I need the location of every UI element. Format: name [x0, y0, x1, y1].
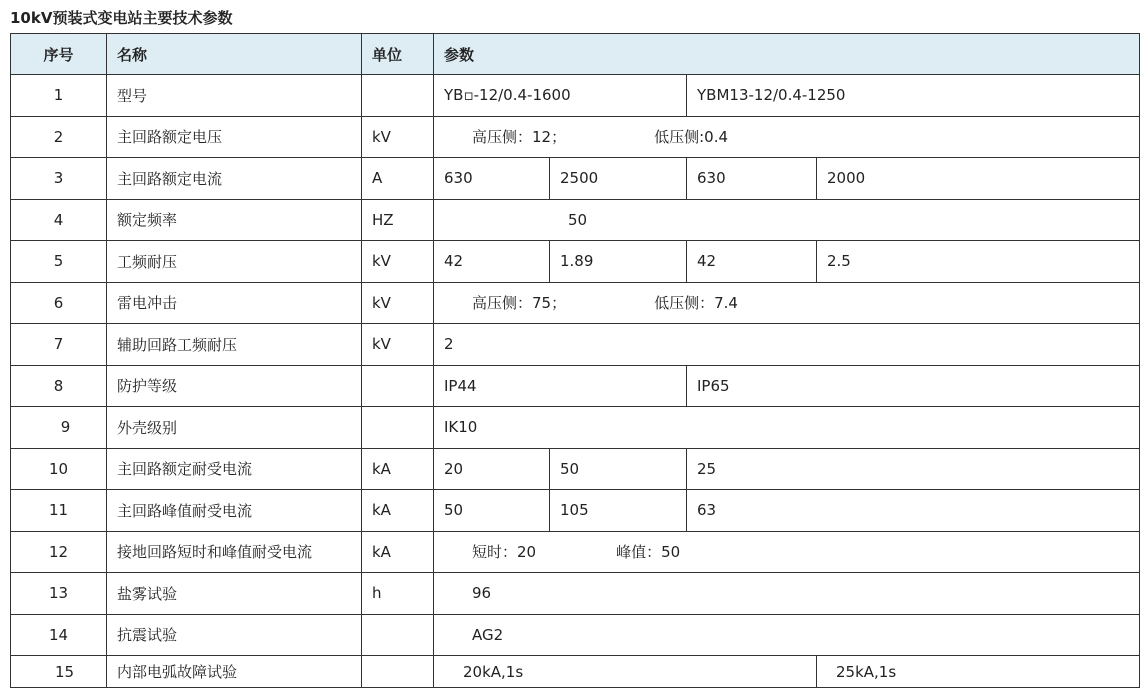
- row-name: 接地回路短时和峰值耐受电流: [107, 531, 362, 573]
- row-unit: kA: [362, 490, 434, 532]
- header-unit: 单位: [362, 34, 434, 75]
- row-seq: 6: [11, 282, 107, 324]
- row-value-a: 短时：20: [472, 543, 537, 562]
- row-unit: kV: [362, 116, 434, 158]
- row-unit: kA: [362, 448, 434, 490]
- table-row: [11, 573, 1140, 615]
- table-row: [11, 158, 1140, 200]
- row-value: IP65: [687, 365, 1140, 407]
- row-name: 防护等级: [107, 365, 362, 407]
- row-value: 50: [434, 490, 550, 532]
- row-value: 2.5: [817, 241, 1140, 283]
- row-value: AG2: [434, 614, 1140, 656]
- row-value-combined: [434, 531, 1140, 573]
- row-value: 1.89: [550, 241, 687, 283]
- row-unit: kV: [362, 241, 434, 283]
- row-name: 内部电弧故障试验: [107, 656, 362, 688]
- row-name: 主回路峰值耐受电流: [107, 490, 362, 532]
- row-seq: 13: [11, 573, 107, 615]
- header-seq: 序号: [11, 34, 107, 75]
- table-row: [11, 116, 1140, 158]
- tech-params-table: [10, 33, 1140, 688]
- row-value: 20kA,1s: [434, 656, 817, 688]
- row-unit: kV: [362, 282, 434, 324]
- row-value: 2500: [550, 158, 687, 200]
- row-unit: kV: [362, 324, 434, 366]
- table-row: [11, 448, 1140, 490]
- row-value: 63: [687, 490, 1140, 532]
- row-unit: [362, 614, 434, 656]
- row-value: 42: [687, 241, 817, 283]
- row-value: 105: [550, 490, 687, 532]
- row-seq: 12: [11, 531, 107, 573]
- row-value: 20: [434, 448, 550, 490]
- row-value: 96: [434, 573, 1140, 615]
- row-unit: [362, 656, 434, 688]
- row-unit: [362, 365, 434, 407]
- table-row: [11, 531, 1140, 573]
- row-seq: 7: [11, 324, 107, 366]
- row-value: 50: [434, 199, 1140, 241]
- header-param: 参数: [434, 34, 1140, 75]
- row-unit: h: [362, 573, 434, 615]
- table-row: [11, 199, 1140, 241]
- row-name: 工频耐压: [107, 241, 362, 283]
- row-seq: 14: [11, 614, 107, 656]
- row-value-b: 低压侧：7.4: [654, 294, 738, 313]
- row-value: IK10: [434, 407, 1140, 449]
- row-value: 25: [687, 448, 1140, 490]
- table-row: [11, 614, 1140, 656]
- row-unit: kA: [362, 531, 434, 573]
- row-unit: A: [362, 158, 434, 200]
- row-value-a: 高压侧：75；: [472, 294, 567, 313]
- row-seq: 10: [11, 448, 107, 490]
- row-name: 盐雾试验: [107, 573, 362, 615]
- row-name: 辅助回路工频耐压: [107, 324, 362, 366]
- row-seq: 4: [11, 199, 107, 241]
- row-name: 主回路额定电压: [107, 116, 362, 158]
- table-row: [11, 75, 1140, 117]
- table-row: [11, 241, 1140, 283]
- row-value-combined: [434, 116, 1140, 158]
- row-seq: 3: [11, 158, 107, 200]
- row-seq: 11: [11, 490, 107, 532]
- row-value: 2: [434, 324, 1140, 366]
- row-seq: 8: [11, 365, 107, 407]
- row-seq: 9: [11, 407, 107, 449]
- row-value-b: 低压侧:0.4: [654, 128, 729, 147]
- row-seq: 1: [11, 75, 107, 117]
- row-unit: [362, 75, 434, 117]
- row-value-combined: [434, 282, 1140, 324]
- row-value: 25kA,1s: [817, 656, 1140, 688]
- table-row: [11, 282, 1140, 324]
- row-name: 雷电冲击: [107, 282, 362, 324]
- row-seq: 2: [11, 116, 107, 158]
- row-value: 42: [434, 241, 550, 283]
- row-value-b: 峰值：50: [616, 543, 681, 562]
- table-row: [11, 407, 1140, 449]
- row-name: 抗震试验: [107, 614, 362, 656]
- row-value: YBM13-12/0.4-1250: [687, 75, 1140, 117]
- row-value: 50: [550, 448, 687, 490]
- row-name: 外壳级别: [107, 407, 362, 449]
- header-name: 名称: [107, 34, 362, 75]
- row-name: 主回路额定耐受电流: [107, 448, 362, 490]
- row-unit: [362, 407, 434, 449]
- header-row: [11, 34, 1140, 75]
- table-row: [11, 656, 1140, 688]
- row-value: 2000: [817, 158, 1140, 200]
- row-name: 主回路额定电流: [107, 158, 362, 200]
- table-row: [11, 365, 1140, 407]
- row-value: YB▫-12/0.4-1600: [434, 75, 687, 117]
- row-value-a: 高压侧：12；: [472, 128, 567, 147]
- row-unit: HZ: [362, 199, 434, 241]
- row-value: 630: [434, 158, 550, 200]
- table-row: [11, 490, 1140, 532]
- row-seq: 5: [11, 241, 107, 283]
- row-name: 型号: [107, 75, 362, 117]
- row-seq: 15: [11, 656, 107, 688]
- row-name: 额定频率: [107, 199, 362, 241]
- row-value: IP44: [434, 365, 687, 407]
- page-title: 10kV预装式变电站主要技术参数: [10, 9, 233, 27]
- row-value: 630: [687, 158, 817, 200]
- table-row: [11, 324, 1140, 366]
